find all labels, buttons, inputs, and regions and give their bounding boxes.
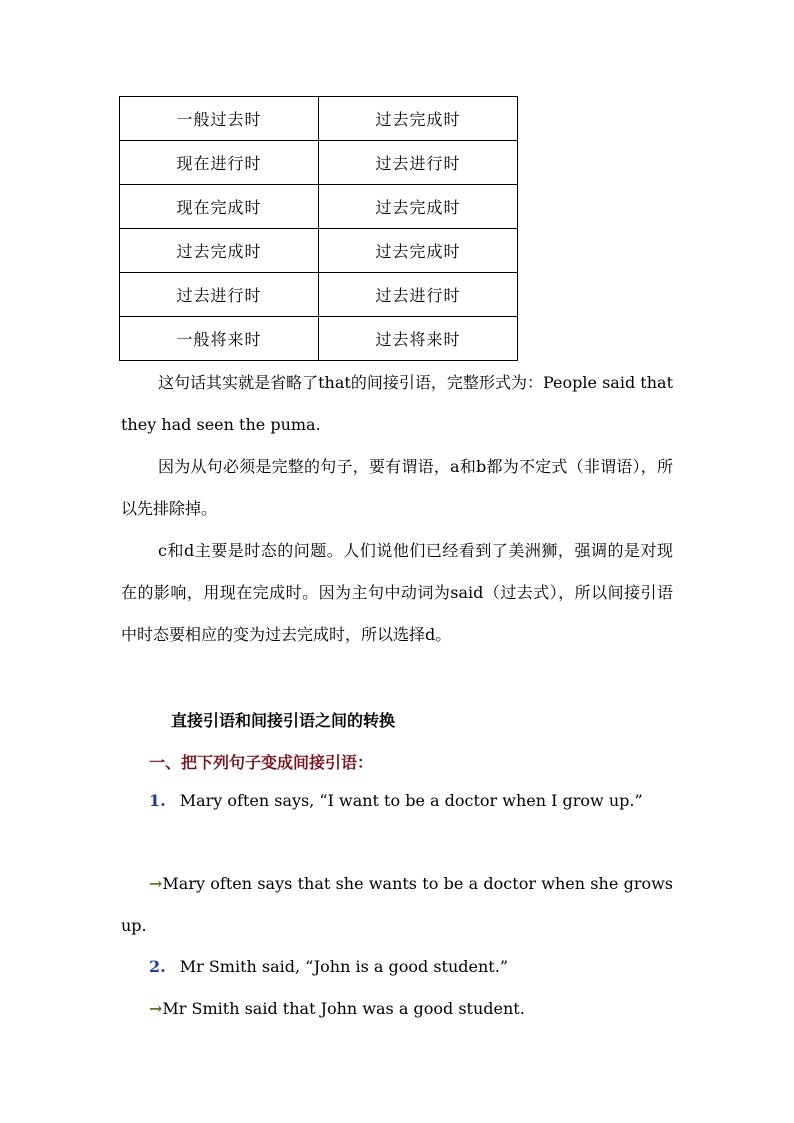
table-row (120, 273, 518, 317)
table-cell-direct-tense: 过去进行时 (120, 273, 319, 317)
table-cell-indirect-tense: 过去将来时 (319, 317, 518, 361)
table-cell-indirect-tense: 过去完成时 (319, 97, 518, 141)
table-row (120, 229, 518, 273)
explanation-paragraph-3: c和d主要是时态的问题。人们说他们已经看到了美洲狮，强调的是对现在的影响，用现在完成时。因为主句中动词为said（过去式），所以间接引语中时态要相应的变为过去完成时，所以选择d。 (121, 541, 673, 644)
table-cell-direct-tense: 过去完成时 (120, 229, 319, 273)
exercise-answer (121, 863, 673, 947)
exercise-answer (121, 988, 673, 1030)
table-cell-indirect-tense: 过去完成时 (319, 229, 518, 273)
table-cell-indirect-tense: 过去进行时 (319, 273, 518, 317)
table-cell-direct-tense: 一般过去时 (120, 97, 319, 141)
table-row (120, 185, 518, 229)
table-cell-indirect-tense: 过去进行时 (319, 141, 518, 185)
section-title: 直接引语和间接引语之间的转换 (171, 711, 396, 730)
question-text: Mary often says, “I want to be a doctor when I grow up.” (179, 791, 643, 810)
table-row (120, 141, 518, 185)
arrow-icon: → (149, 999, 163, 1018)
explanation-paragraph-2: 因为从句必须是完整的句子，要有谓语，a和b都为不定式（非谓语），所以先排除掉。 (121, 457, 673, 518)
table-row (120, 97, 518, 141)
question-number: 2. (149, 957, 166, 976)
arrow-icon: → (149, 874, 163, 893)
table-cell-direct-tense: 现在进行时 (120, 141, 319, 185)
answer-text: Mary often says that she wants to be a doctor when she grows up. (121, 874, 673, 935)
table-row (120, 317, 518, 361)
table-cell-direct-tense: 现在完成时 (120, 185, 319, 229)
exercise-question (121, 780, 673, 822)
exercise-question (121, 946, 673, 988)
table-cell-indirect-tense: 过去完成时 (319, 185, 518, 229)
answer-text: Mr Smith said that John was a good student. (162, 999, 525, 1018)
exercise-heading: 一、把下列句子变成间接引语： (149, 753, 374, 772)
table-cell-direct-tense: 一般将来时 (120, 317, 319, 361)
explanation-paragraph-1: 这句话其实就是省略了that的间接引语，完整形式为：People said that they had seen the puma. (121, 373, 673, 434)
question-number: 1. (149, 791, 166, 810)
question-text: Mr Smith said, “John is a good student.” (179, 957, 508, 976)
tense-conversion-table (119, 96, 518, 361)
